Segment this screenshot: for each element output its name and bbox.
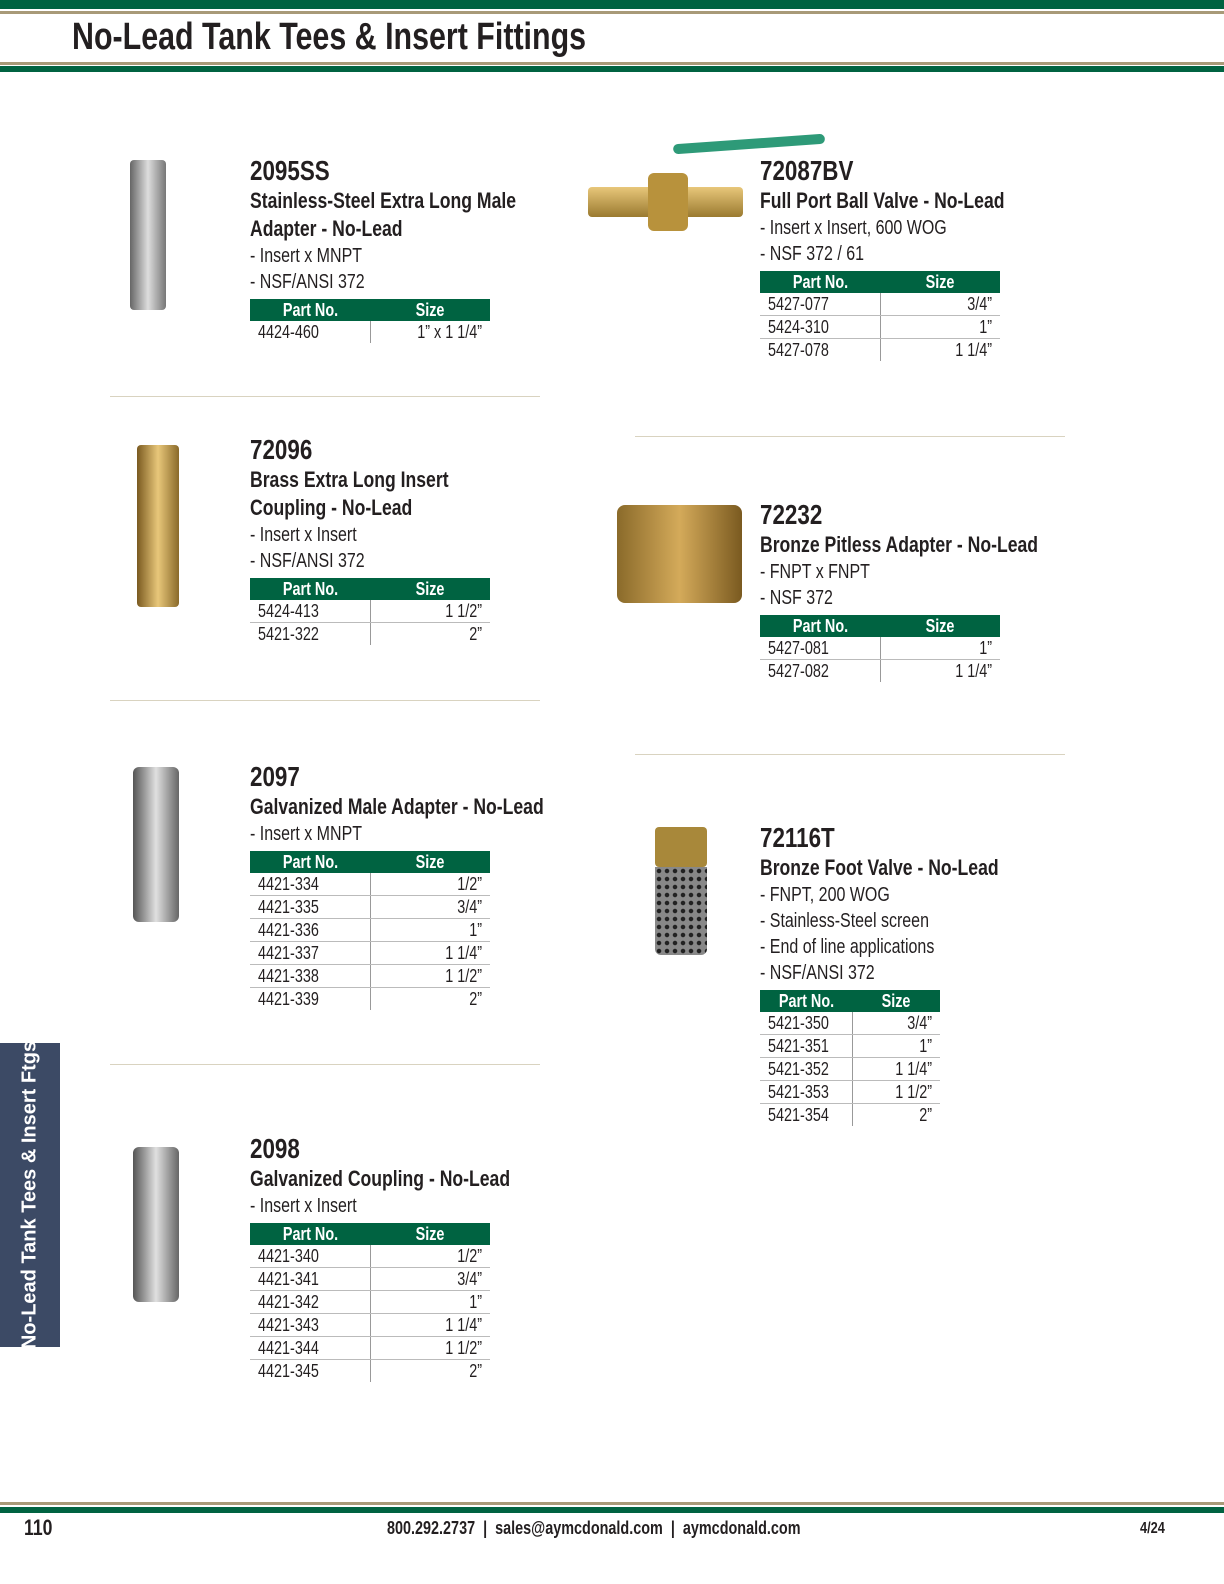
product-image-2095ss <box>130 160 166 310</box>
revision-date: 4/24 <box>1140 1520 1165 1537</box>
product-name: Full Port Ball Valve - No-Lead <box>760 188 1005 213</box>
product-name: Bronze Foot Valve - No-Lead <box>760 855 999 880</box>
size-header: Size <box>371 1223 491 1245</box>
divider <box>110 396 540 397</box>
table-row <box>760 1035 940 1058</box>
divider <box>110 1064 540 1065</box>
size: 1” <box>853 1035 940 1058</box>
table-row <box>250 623 490 646</box>
size: 1 1/2” <box>371 965 491 988</box>
size: 1/2” <box>371 1245 491 1268</box>
product-spec: - NSF 372 <box>760 587 833 609</box>
part-number: 5421-352 <box>760 1058 853 1081</box>
product-image-2098 <box>133 1147 179 1302</box>
parts-table <box>250 1223 490 1382</box>
table-row <box>760 660 1000 683</box>
size: 2” <box>469 988 482 1009</box>
size: 2” <box>919 1104 932 1125</box>
product-spec: - FNPT, 200 WOG <box>760 884 890 906</box>
table-row <box>250 919 490 942</box>
part-number: 4421-339 <box>250 988 371 1011</box>
part-no-header: Part No. <box>760 990 853 1012</box>
divider <box>635 754 1065 755</box>
size: 1” x 1 1/4” <box>417 321 482 342</box>
product-number: 72096 <box>250 434 313 465</box>
product-spec: - NSF/ANSI 372 <box>760 962 875 984</box>
part-number: 4421-344 <box>250 1337 371 1360</box>
product-name: Brass Extra Long Insert Coupling - No-Lead <box>250 467 449 520</box>
product-2095ss <box>250 155 580 343</box>
table-header <box>760 990 940 1012</box>
size: 3/4” <box>371 896 491 919</box>
part-no-header: Part No. <box>760 615 881 637</box>
product-2098 <box>250 1133 580 1382</box>
part-number: 5421-351 <box>760 1035 853 1058</box>
parts-table <box>250 299 490 343</box>
table-header <box>760 615 1000 637</box>
size: 1 1/4” <box>955 660 992 681</box>
part-number: 5424-310 <box>760 316 881 339</box>
size: 1 1/4” <box>371 1314 491 1337</box>
size: 2” <box>469 1360 482 1381</box>
contact-info: 800.292.2737 | sales@aymcdonald.com | aymcdonald.com <box>387 1518 801 1538</box>
part-number: 4421-337 <box>250 942 371 965</box>
table-row <box>250 942 490 965</box>
table-row <box>250 965 490 988</box>
size: 3/4” <box>881 293 1001 316</box>
size: 1/2” <box>371 873 491 896</box>
part-number: 4421-338 <box>250 965 371 988</box>
parts-table <box>250 851 490 1010</box>
parts-table <box>760 615 1000 682</box>
parts-table <box>250 578 490 645</box>
part-number: 4421-343 <box>250 1314 371 1337</box>
size: 1 1/2” <box>371 1337 491 1360</box>
table-row <box>760 637 1000 660</box>
table-row <box>760 293 1000 316</box>
product-72116t <box>760 822 1090 1126</box>
size: 1 1/2” <box>371 600 491 623</box>
product-name: Galvanized Coupling - No-Lead <box>250 1166 511 1191</box>
part-no-header: Part No. <box>760 271 881 293</box>
table-header <box>250 851 490 873</box>
product-number: 2098 <box>250 1133 300 1164</box>
header-tan-line <box>0 62 1224 65</box>
table-row <box>760 339 1000 362</box>
parts-table <box>760 990 940 1126</box>
part-number: 4421-340 <box>250 1245 371 1268</box>
part-number: 4421-335 <box>250 896 371 919</box>
product-number: 2095SS <box>250 155 330 186</box>
table-row <box>250 1360 490 1383</box>
product-spec: - Insert x Insert <box>250 524 357 546</box>
part-number: 5427-081 <box>760 637 881 660</box>
size: 2” <box>469 623 482 644</box>
product-image-72096 <box>137 445 179 607</box>
top-tan-line <box>0 11 1224 14</box>
divider <box>635 436 1065 437</box>
part-number: 4421-345 <box>250 1360 371 1383</box>
table-row <box>250 1314 490 1337</box>
table-row <box>760 316 1000 339</box>
product-spec: - NSF 372 / 61 <box>760 243 865 265</box>
header-green-bar <box>0 66 1224 72</box>
part-number: 5421-354 <box>760 1104 853 1127</box>
parts-table <box>760 271 1000 361</box>
table-row <box>250 1268 490 1291</box>
size-header: Size <box>853 990 940 1012</box>
table-row <box>250 988 490 1011</box>
product-spec: - Insert x MNPT <box>250 245 363 267</box>
size: 1” <box>881 316 1001 339</box>
product-spec: - FNPT x FNPT <box>760 561 870 583</box>
size: 1” <box>371 919 491 942</box>
product-name: Bronze Pitless Adapter - No-Lead <box>760 532 1039 557</box>
size: 1” <box>371 1291 491 1314</box>
product-spec: - Insert x MNPT <box>250 823 363 845</box>
part-number: 5427-077 <box>760 293 881 316</box>
table-header <box>250 1223 490 1245</box>
table-row <box>760 1058 940 1081</box>
part-no-header: Part No. <box>250 1223 371 1245</box>
part-number: 5427-082 <box>760 660 881 683</box>
part-number: 5427-078 <box>760 339 881 362</box>
product-2097 <box>250 761 580 1010</box>
table-header <box>250 578 490 600</box>
table-header <box>250 299 490 321</box>
table-row <box>250 873 490 896</box>
part-number: 5421-353 <box>760 1081 853 1104</box>
table-row <box>250 600 490 623</box>
part-number: 5421-350 <box>760 1012 853 1035</box>
product-number: 2097 <box>250 761 300 792</box>
product-spec: - End of line applications <box>760 936 935 958</box>
product-number: 72232 <box>760 499 823 530</box>
product-image-2097 <box>133 767 179 922</box>
top-green-bar <box>0 0 1224 9</box>
product-spec: - NSF/ANSI 372 <box>250 271 365 293</box>
table-row <box>760 1012 940 1035</box>
size: 1 1/4” <box>955 339 992 360</box>
part-number: 5424-413 <box>250 600 371 623</box>
table-row <box>250 321 490 343</box>
table-row <box>760 1081 940 1104</box>
part-number: 4424-460 <box>250 321 371 343</box>
size-header: Size <box>881 271 1001 293</box>
size: 3/4” <box>371 1268 491 1291</box>
footer-green-bar <box>0 1507 1224 1513</box>
product-spec: - NSF/ANSI 372 <box>250 550 365 572</box>
product-spec: - Insert x Insert, 600 WOG <box>760 217 947 239</box>
product-number: 72087BV <box>760 155 854 186</box>
part-no-header: Part No. <box>250 851 371 873</box>
table-row <box>760 1104 940 1127</box>
part-number: 4421-341 <box>250 1268 371 1291</box>
product-number: 72116T <box>760 822 835 853</box>
table-header <box>760 271 1000 293</box>
size-header: Size <box>371 299 491 321</box>
size: 1 1/4” <box>371 942 491 965</box>
page-number: 110 <box>24 1515 53 1540</box>
part-number: 4421-334 <box>250 873 371 896</box>
size: 3/4” <box>853 1012 940 1035</box>
product-name: Galvanized Male Adapter - No-Lead <box>250 794 544 819</box>
product-name: Stainless-Steel Extra Long Male Adapter - No-Lead <box>250 188 517 241</box>
part-no-header: Part No. <box>250 299 371 321</box>
page-title: No-Lead Tank Tees & Insert Fittings <box>72 16 587 58</box>
table-row <box>250 896 490 919</box>
part-number: 4421-336 <box>250 919 371 942</box>
product-image-72232 <box>617 505 742 603</box>
product-72232 <box>760 499 1090 682</box>
part-no-header: Part No. <box>250 578 371 600</box>
size: 1” <box>881 637 1001 660</box>
table-row <box>250 1291 490 1314</box>
product-image-72116t <box>655 827 707 955</box>
section-tab[interactable]: No-Lead Tank Tees & Insert Ftgs <box>0 1043 60 1347</box>
size-header: Size <box>371 851 491 873</box>
table-row <box>250 1337 490 1360</box>
part-number: 5421-322 <box>250 623 371 646</box>
product-spec: - Insert x Insert <box>250 1195 357 1217</box>
divider <box>110 700 540 701</box>
product-72087bv <box>760 155 1090 361</box>
size-header: Size <box>371 578 491 600</box>
table-row <box>250 1245 490 1268</box>
product-72096 <box>250 434 580 645</box>
footer-tan-line <box>0 1502 1224 1505</box>
size: 1 1/4” <box>853 1058 940 1081</box>
part-number: 4421-342 <box>250 1291 371 1314</box>
product-spec: - Stainless-Steel screen <box>760 910 929 932</box>
size-header: Size <box>881 615 1001 637</box>
size: 1 1/2” <box>853 1081 940 1104</box>
